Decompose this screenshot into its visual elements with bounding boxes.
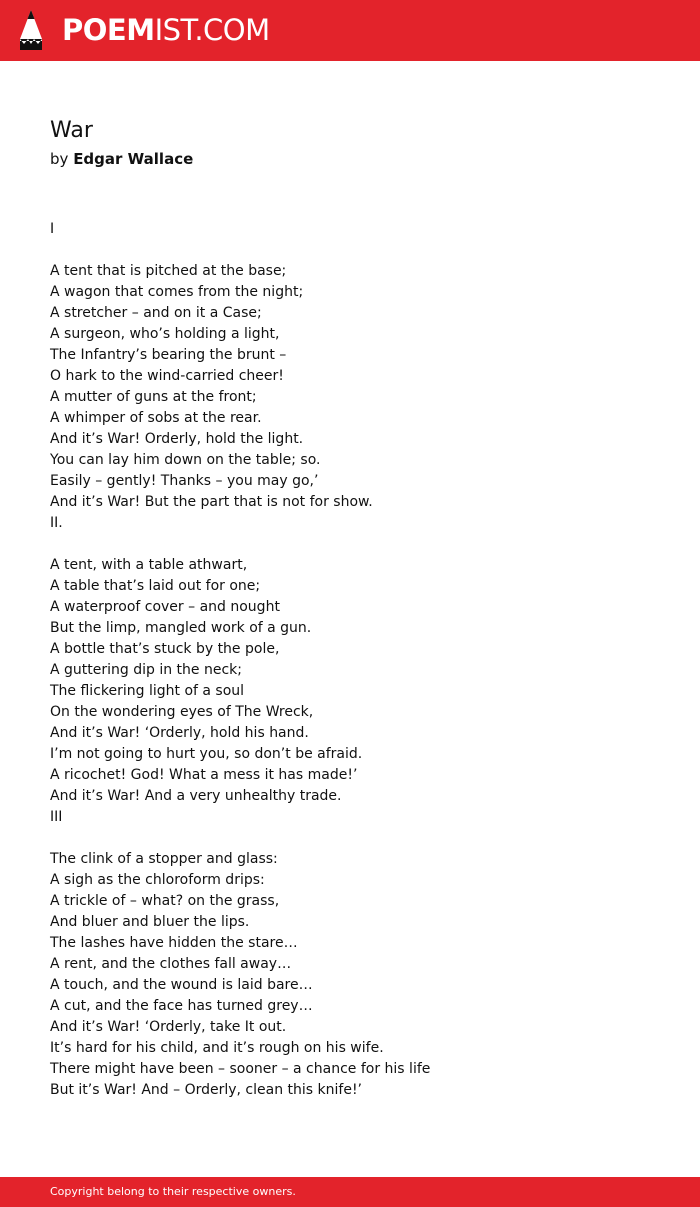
poem-line: On the wondering eyes of The Wreck,	[50, 704, 314, 720]
poem-line: I’m not going to hurt you, so don’t be afraid.	[50, 746, 363, 762]
poem-title: War	[50, 118, 93, 143]
poem-line: A tent, with a table athwart,	[50, 557, 248, 573]
logo-light-text: IST.COM	[154, 13, 270, 47]
poem-line: But it’s War! And – Orderly, clean this knife!’	[50, 1082, 363, 1098]
stanza-gap	[50, 534, 650, 555]
poem-line: A bottle that’s stuck by the pole,	[50, 641, 280, 657]
poem-line: A mutter of guns at the front;	[50, 389, 257, 405]
poem-line: There might have been – sooner – a chance for his life	[50, 1061, 431, 1077]
poem-line: O hark to the wind-carried cheer!	[50, 368, 284, 384]
poem-line: A surgeon, who’s holding a light,	[50, 326, 280, 342]
poem-line: A guttering dip in the neck;	[50, 662, 242, 678]
poem-line: Easily – gently! Thanks – you may go,’	[50, 473, 319, 489]
poem-line: And it’s War! Orderly, hold the light.	[50, 431, 304, 447]
pencil-tip-icon	[17, 8, 45, 52]
poem-line: The flickering light of a soul	[50, 683, 245, 699]
poem-line: A touch, and the wound is laid bare…	[50, 977, 313, 993]
poem-line: A waterproof cover – and nought	[50, 599, 280, 615]
poem-line: A trickle of – what? on the grass,	[50, 893, 280, 909]
poem-byline	[50, 148, 193, 170]
poem-line: And it’s War! ‘Orderly, hold his hand.	[50, 725, 309, 741]
poem-line: III	[50, 809, 63, 825]
poem-line: A cut, and the face has turned grey…	[50, 998, 313, 1014]
site-logo[interactable]	[62, 12, 270, 48]
poem-line: But the limp, mangled work of a gun.	[50, 620, 312, 636]
copyright-text: Copyright belong to their respective owners.	[50, 1185, 296, 1198]
site-footer	[0, 1177, 700, 1207]
poem-line: The Infantry’s bearing the brunt –	[50, 347, 287, 363]
poem-line: The lashes have hidden the stare…	[50, 935, 298, 951]
stanza-gap	[50, 828, 650, 849]
poem-line: A tent that is pitched at the base;	[50, 263, 287, 279]
poem-line: A whimper of sobs at the rear.	[50, 410, 262, 426]
by-label: by	[50, 150, 69, 168]
poem-line: It’s hard for his child, and it’s rough on his wife.	[50, 1040, 384, 1056]
poem-line: You can lay him down on the table; so.	[50, 452, 321, 468]
poem-line: II.	[50, 515, 63, 531]
poem-line: A rent, and the clothes fall away…	[50, 956, 292, 972]
poem-line: A table that’s laid out for one;	[50, 578, 261, 594]
poem-line: I	[50, 221, 55, 237]
poem-line: And it’s War! ‘Orderly, take It out.	[50, 1019, 287, 1035]
site-header	[0, 0, 700, 61]
poem-line: A wagon that comes from the night;	[50, 284, 304, 300]
poem-line: A ricochet! God! What a mess it has made!’	[50, 767, 358, 783]
poem-line: A sigh as the chloroform drips:	[50, 872, 265, 888]
poem-line: And bluer and bluer the lips.	[50, 914, 250, 930]
poem-body	[50, 219, 650, 1101]
poem-line: The clink of a stopper and glass:	[50, 851, 278, 867]
poem-line: And it’s War! But the part that is not for show.	[50, 494, 373, 510]
poem-line: And it’s War! And a very unhealthy trade.	[50, 788, 342, 804]
poem-author: Edgar Wallace	[73, 150, 194, 168]
logo-bold-text: POEM	[62, 13, 155, 47]
stanza-gap	[50, 240, 650, 261]
poem-line: A stretcher – and on it a Case;	[50, 305, 262, 321]
